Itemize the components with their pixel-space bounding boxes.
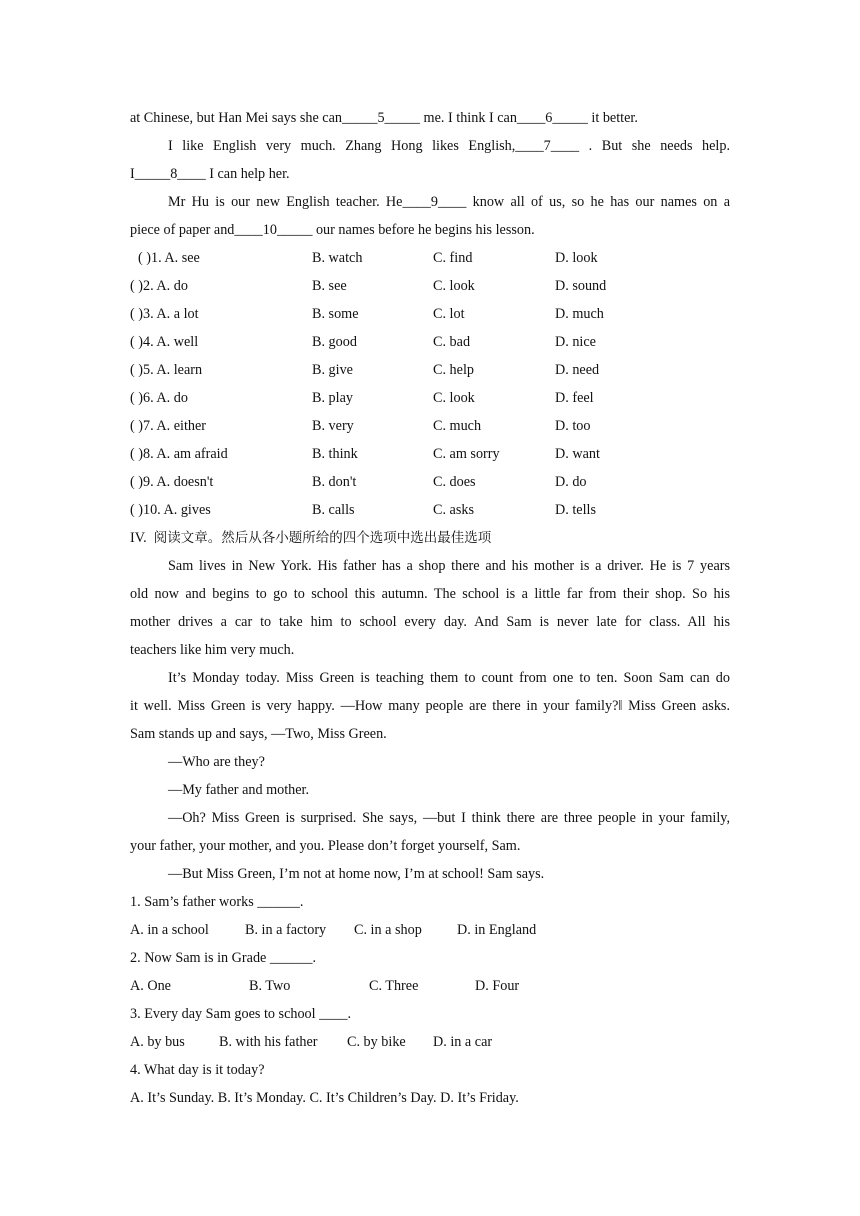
question-stem: 3. Every day Sam goes to school ____. bbox=[130, 1006, 352, 1022]
question-options bbox=[130, 972, 730, 1000]
option-a: A. One bbox=[130, 978, 171, 994]
cloze-option-row bbox=[130, 440, 730, 468]
question-options: A. It’s Sunday. B. It’s Monday. C. It’s Children’s Day. D. It’s Friday. bbox=[130, 1090, 519, 1106]
option-b: B. don't bbox=[312, 474, 357, 490]
option-c: C. in a shop bbox=[354, 922, 422, 938]
option-d: D. feel bbox=[555, 390, 594, 406]
passage-line: teachers like him very much. bbox=[130, 642, 295, 658]
option-a: ( )2. A. do bbox=[130, 278, 188, 294]
option-d: D. do bbox=[555, 474, 587, 490]
passage-line: old now and begins to go to school this autumn. The school is a little far from their shop. So his bbox=[130, 586, 730, 602]
cloze-option-row bbox=[130, 356, 730, 384]
option-c: C. by bike bbox=[347, 1034, 406, 1050]
option-b: B. good bbox=[312, 334, 357, 350]
section-heading bbox=[130, 524, 730, 552]
option-a: A. by bus bbox=[130, 1034, 185, 1050]
cloze-option-row bbox=[130, 496, 730, 524]
option-c: C. find bbox=[433, 250, 473, 266]
dialogue-line: ―But Miss Green, I’m not at home now, I’m at school! Sam says. bbox=[168, 866, 545, 882]
option-a: ( )9. A. doesn't bbox=[130, 474, 214, 490]
passage-line: it well. Miss Green is very happy. ―How many people are there in your family?‖ Miss Green asks. bbox=[130, 698, 730, 714]
option-c: C. look bbox=[433, 390, 475, 406]
cloze-option-row bbox=[138, 244, 730, 272]
option-a: ( )3. A. a lot bbox=[130, 306, 199, 322]
passage-line: It’s Monday today. Miss Green is teaching them to count from one to ten. Soon Sam can do bbox=[168, 670, 730, 686]
option-d: D. in England bbox=[457, 922, 537, 938]
option-b: B. think bbox=[312, 446, 358, 462]
cloze-option-row bbox=[130, 272, 730, 300]
option-c: C. lot bbox=[433, 306, 465, 322]
option-b: B. calls bbox=[312, 502, 355, 518]
option-b: B. Two bbox=[249, 978, 291, 994]
option-b: B. give bbox=[312, 362, 353, 378]
option-a: ( )1. A. see bbox=[138, 250, 200, 266]
cloze-options-list bbox=[130, 244, 730, 524]
passage-line: mother drives a car to take him to school every day. And Sam is never late for class. All his bbox=[130, 614, 730, 630]
passage-line: Mr Hu is our new English teacher. He____9____ know all of us, so he has our names on a bbox=[168, 194, 730, 210]
dialogue-line: your father, your mother, and you. Please don’t forget yourself, Sam. bbox=[130, 838, 521, 854]
option-d: D. Four bbox=[475, 978, 520, 994]
option-d: D. in a car bbox=[433, 1034, 493, 1050]
option-b: B. with his father bbox=[219, 1034, 318, 1050]
option-d: D. much bbox=[555, 306, 604, 322]
section-number: IV. bbox=[130, 530, 147, 546]
option-c: C. help bbox=[433, 362, 474, 378]
option-b: B. some bbox=[312, 306, 359, 322]
passage-line: piece of paper and____10_____ our names before he begins his lesson. bbox=[130, 222, 535, 238]
dialogue-line: ―Who are they? bbox=[168, 754, 265, 770]
option-a: ( )10. A. gives bbox=[130, 502, 211, 518]
option-b: B. in a factory bbox=[245, 922, 327, 938]
question-options bbox=[130, 1028, 730, 1056]
question-options bbox=[130, 916, 730, 944]
option-c: C. Three bbox=[369, 978, 419, 994]
question-stem: 4. What day is it today? bbox=[130, 1062, 265, 1078]
dialogue-line: ―Oh? Miss Green is surprised. She says, ―but I think there are three people in your family, bbox=[168, 810, 730, 826]
option-a: ( )8. A. am afraid bbox=[130, 446, 228, 462]
cloze-option-row bbox=[130, 384, 730, 412]
dialogue-line: ―My father and mother. bbox=[168, 782, 310, 798]
option-c: C. look bbox=[433, 278, 475, 294]
option-d: D. too bbox=[555, 418, 591, 434]
option-d: D. nice bbox=[555, 334, 596, 350]
option-d: D. want bbox=[555, 446, 600, 462]
cloze-option-row bbox=[130, 412, 730, 440]
option-c: C. does bbox=[433, 474, 476, 490]
option-a: A. in a school bbox=[130, 922, 209, 938]
cloze-option-row bbox=[130, 328, 730, 356]
question-stem: 2. Now Sam is in Grade ______. bbox=[130, 950, 316, 966]
option-d: D. tells bbox=[555, 502, 596, 518]
option-b: B. very bbox=[312, 418, 354, 434]
option-c: C. bad bbox=[433, 334, 471, 350]
option-d: D. look bbox=[555, 250, 598, 266]
cloze-option-row bbox=[130, 468, 730, 496]
option-b: B. play bbox=[312, 390, 353, 406]
option-a: ( )4. A. well bbox=[130, 334, 199, 350]
option-a: ( )5. A. learn bbox=[130, 362, 203, 378]
passage-line: Sam lives in New York. His father has a shop there and his mother is a driver. He is 7 years bbox=[168, 558, 730, 574]
passage-line: Sam stands up and says, ―Two, Miss Green. bbox=[130, 726, 387, 742]
option-d: D. need bbox=[555, 362, 600, 378]
section-instruction: 阅读文章。然后从各小题所给的四个选项中选出最佳选项 bbox=[153, 530, 492, 546]
option-a: ( )6. A. do bbox=[130, 390, 188, 406]
option-c: C. asks bbox=[433, 502, 474, 518]
option-a: ( )7. A. either bbox=[130, 418, 207, 434]
option-b: B. see bbox=[312, 278, 347, 294]
passage-line: I like English very much. Zhang Hong likes English,____7____ . But she needs help. bbox=[168, 138, 730, 154]
cloze-option-row bbox=[130, 300, 730, 328]
option-c: C. much bbox=[433, 418, 482, 434]
option-d: D. sound bbox=[555, 278, 607, 294]
question-stem: 1. Sam’s father works ______. bbox=[130, 894, 304, 910]
passage-line: at Chinese, but Han Mei says she can_____5_____ me. I think I can____6_____ it better. bbox=[130, 110, 638, 126]
option-c: C. am sorry bbox=[433, 446, 500, 462]
worksheet-page bbox=[130, 104, 730, 1112]
passage-line: I_____8____ I can help her. bbox=[130, 166, 290, 182]
option-b: B. watch bbox=[312, 250, 363, 266]
